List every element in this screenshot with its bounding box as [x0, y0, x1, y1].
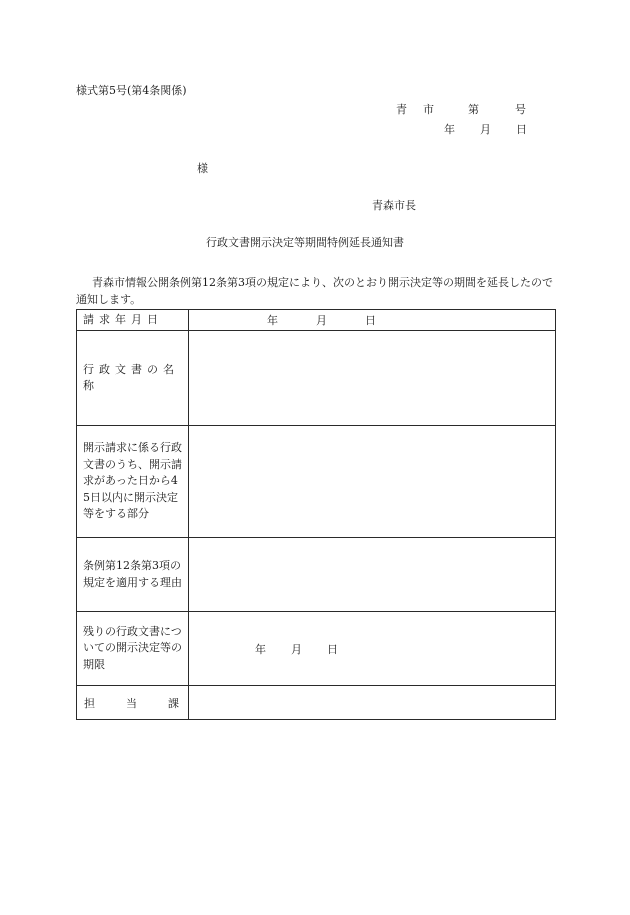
table-row [77, 331, 556, 426]
department-value[interactable] [189, 686, 556, 720]
department-char: 当 [126, 696, 137, 710]
notice-table [76, 309, 556, 720]
reason-value[interactable] [189, 538, 556, 612]
reference-number-word: 第 [468, 103, 479, 116]
table-row [77, 310, 556, 331]
request-date-day: 日 [365, 314, 376, 327]
request-date-month: 月 [316, 314, 327, 327]
deadline-day: 日 [327, 642, 338, 656]
reference-prefix: 青 [396, 103, 407, 116]
reason-label: 条例第12条第3項の規定を適用する理由 [77, 538, 189, 612]
deadline-year: 年 [255, 642, 266, 656]
issue-date-year: 年 [444, 123, 455, 136]
issuer-name: 青森市長 [372, 199, 416, 212]
reference-number [396, 103, 526, 117]
department-label [77, 686, 189, 720]
deadline-value[interactable] [189, 612, 556, 686]
request-date-year: 年 [267, 314, 278, 327]
request-date-value[interactable] [189, 310, 556, 331]
form-label: 様式第5号(第4条関係) [76, 84, 187, 97]
reference-city: 市 [423, 103, 434, 116]
early-portion-label: 開示請求に係る行政文書のうち、開示請求があった日から45日以内に開示決定等をする部分 [77, 426, 189, 538]
reference-suffix: 号 [515, 103, 526, 116]
table-row [77, 686, 556, 720]
request-date-label: 請求年月日 [77, 310, 189, 331]
issue-date [444, 123, 527, 137]
body-text: 青森市情報公開条例第12条第3項の規定により、次のとおり開示決定等の期間を延長したので通知します。 [76, 276, 553, 306]
table-row [77, 612, 556, 686]
table-row [77, 538, 556, 612]
document-title: 行政文書開示決定等期間特例延長通知書 [206, 236, 404, 249]
deadline-month: 月 [291, 642, 302, 656]
deadline-label: 残りの行政文書についての開示決定等の期限 [77, 612, 189, 686]
early-portion-value[interactable] [189, 426, 556, 538]
issue-date-day: 日 [516, 123, 527, 136]
document-name-value[interactable] [189, 331, 556, 426]
issue-date-month: 月 [480, 123, 491, 136]
addressee-honorific: 様 [197, 162, 208, 175]
document-name-label: 行政文書の名称 [77, 331, 189, 426]
department-char: 課 [168, 696, 179, 710]
department-char: 担 [84, 696, 95, 710]
table-row [77, 426, 556, 538]
